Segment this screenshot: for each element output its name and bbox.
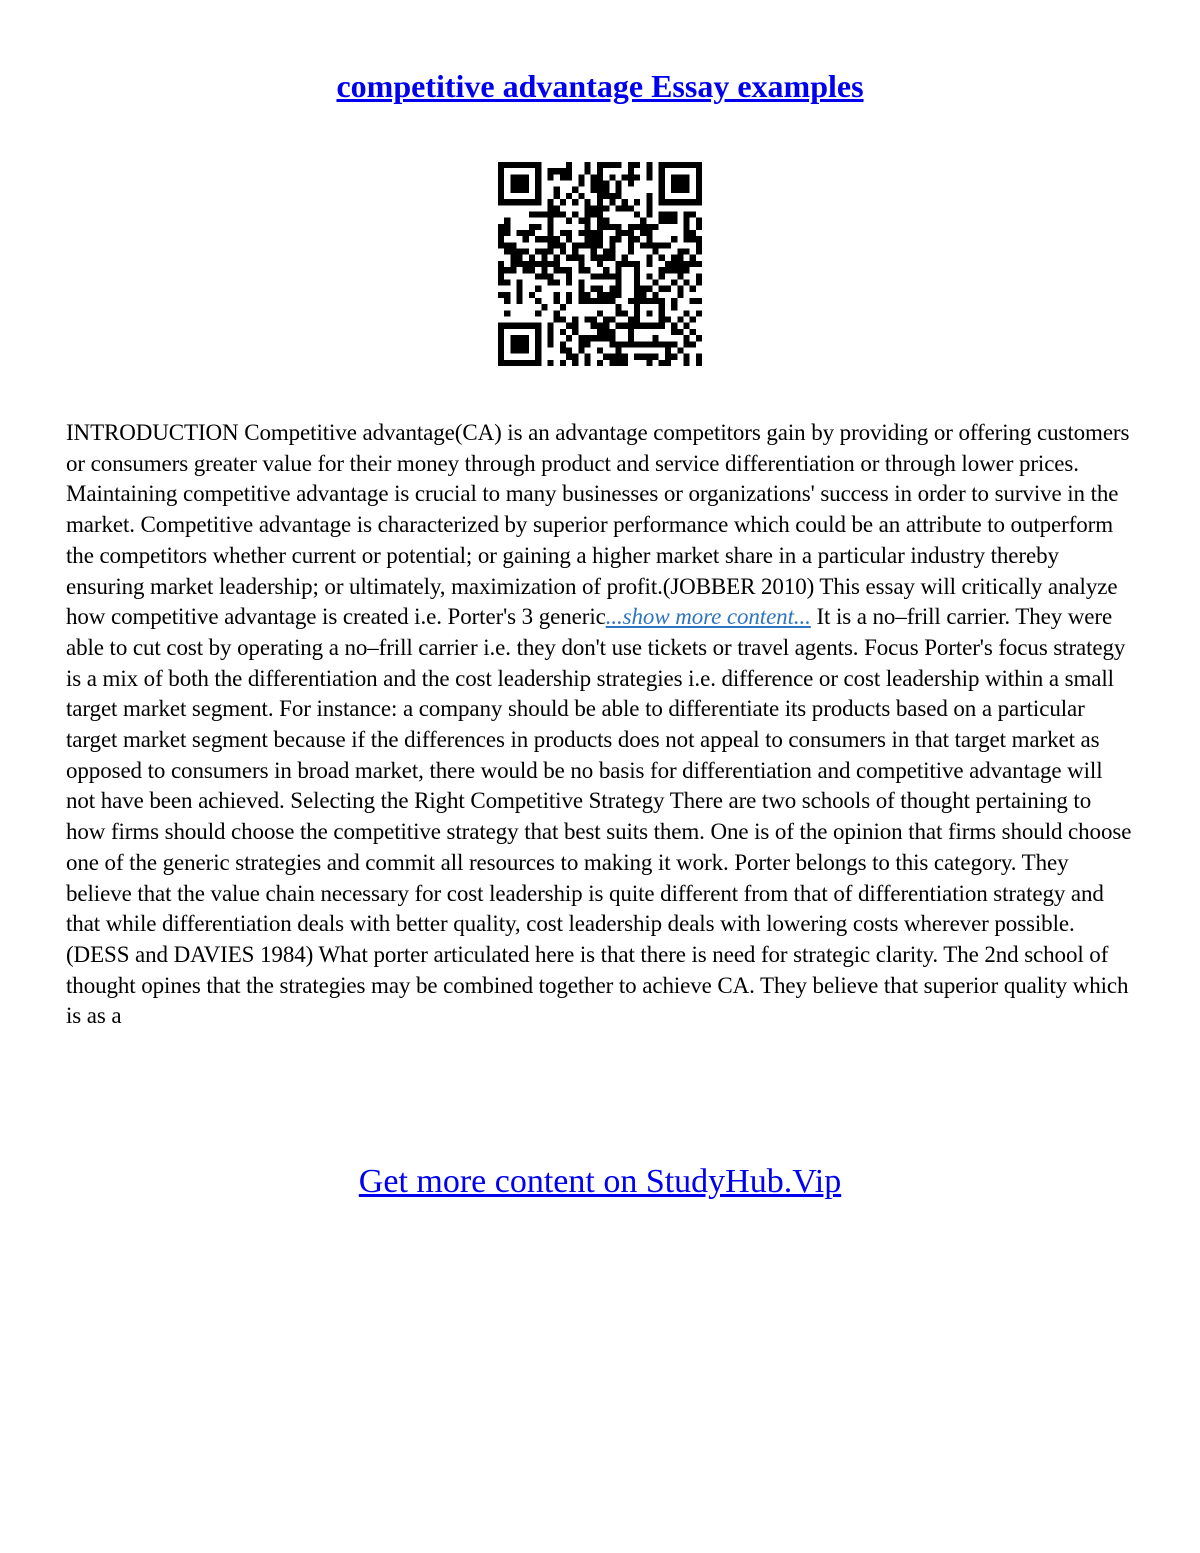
footer-cta (0, 1160, 1200, 1204)
qr-code-graphic (498, 162, 702, 366)
page-title (0, 66, 1200, 106)
studyhub-link[interactable]: Get more content on StudyHub.Vip (358, 1163, 842, 1200)
title-link[interactable]: competitive advantage Essay examples (336, 68, 864, 104)
qr-code-icon (498, 162, 702, 366)
essay-body (66, 418, 1134, 1032)
show-more-link[interactable]: ...show more content... (605, 604, 811, 630)
essay-intro-text: INTRODUCTION Competitive advantage(CA) is an advantage competitors gain by providing or offering customers or consumers greater value for their money through product and service differentiation or through lower prices. Maintaining competitive advantage is crucial to many businesses or organizations' success in order to survive in the market. Competitive advantage is characterized by superior performance which could be an attribute to outperform the competitors whether current or potential; or gaining a higher market share in a particular industry thereby ensuring market leadership; or ultimately, maximization of profit.(JOBBER 2010) This essay will critically analyze how competitive advantage is created i.e. Porter's 3 generic (66, 420, 1130, 630)
essay-continued-text: It is a no–frill carrier. They were able to cut cost by operating a no–frill carrier i.e. they don't use tickets or travel agents. Focus Porter's focus strategy is a mix of both the differentiation and the cost leadership strategies i.e. difference or cost leadership within a small target market segment. For instance: a company should be able to differentiate its products based on a particular target market segment because if the differences in products does not appeal to consumers in that target market as opposed to consumers in broad market, there would be no basis for differentiation and competitive advantage will not have been achieved. Selecting the Right Competitive Strategy There are two schools of thought pertaining to how firms should choose the competitive strategy that best suits them. One is of the opinion that firms should choose one of the generic strategies and commit all resources to making it work. Porter belongs to this category. They believe that the value chain necessary for cost leadership is quite different from that of differentiation strategy and that while differentiation deals with better quality, cost leadership deals with lowering costs wherever possible.(DESS and DAVIES 1984) What porter articulated here is that there is need for strategic clarity. The 2nd school of thought opines that the strategies may be combined together to achieve CA. They believe that superior quality which is as a (66, 604, 1132, 1029)
